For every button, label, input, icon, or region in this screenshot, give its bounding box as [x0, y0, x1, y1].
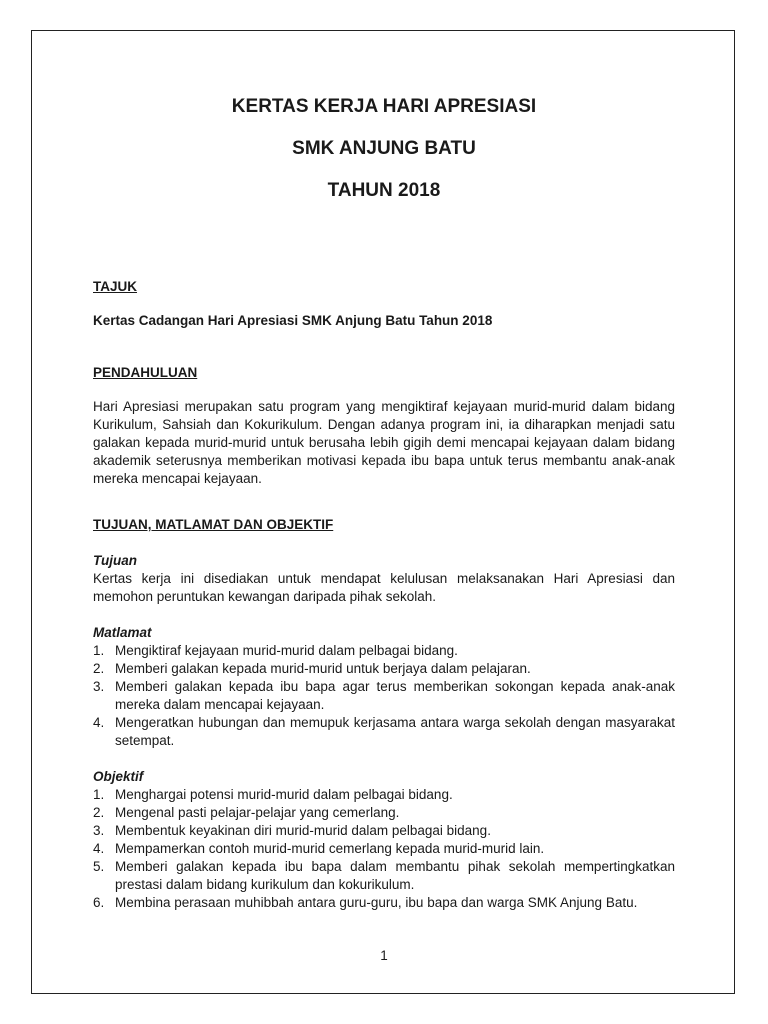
tajuk-text: Kertas Cadangan Hari Apresiasi SMK Anjung Batu Tahun 2018 — [93, 313, 493, 328]
matlamat-list — [93, 642, 675, 750]
list-item: 4. Mengeratkan hubungan dan memupuk kerjasama antara warga sekolah dengan masyarakat setempat. — [93, 715, 675, 748]
list-item: 3. Membentuk keyakinan diri murid-murid dalam pelbagai bidang. — [93, 823, 491, 838]
tujuan-text: Kertas kerja ini disediakan untuk mendapat kelulusan melaksanakan Hari Apresiasi dan memohon peruntukan kewangan daripada pihak sekolah. — [93, 571, 675, 604]
page-number: 1 — [380, 948, 388, 963]
document-title — [93, 96, 675, 202]
matlamat-heading: Matlamat — [93, 625, 152, 640]
objektif-list — [93, 786, 675, 912]
tajuk-heading: TAJUK — [93, 279, 138, 294]
title-line-3: TAHUN 2018 — [327, 180, 441, 201]
pendahuluan-heading: PENDAHULUAN — [93, 365, 198, 380]
list-item: 6. Membina perasaan muhibbah antara guru-guru, ibu bapa dan warga SMK Anjung Batu. — [93, 895, 638, 910]
title-line-1: KERTAS KERJA HARI APRESIASI — [231, 96, 537, 117]
title-line-2: SMK ANJUNG BATU — [292, 138, 476, 159]
list-item: 2. Mengenal pasti pelajar-pelajar yang cemerlang. — [93, 805, 400, 820]
list-item: 4. Mempamerkan contoh murid-murid cemerlang kepada murid-murid lain. — [93, 841, 545, 856]
list-item: 3. Memberi galakan kepada ibu bapa agar terus memberikan sokongan kepada anak-anak mereka dalam mencapai kejayaan. — [93, 679, 675, 712]
tujuan-heading: Tujuan — [93, 553, 138, 568]
list-item: 1. Mengiktiraf kejayaan murid-murid dalam pelbagai bidang. — [93, 643, 458, 658]
document-content — [93, 96, 675, 912]
pendahuluan-text: Hari Apresiasi merupakan satu program yang mengiktiraf kejayaan murid-murid dalam bidang Kurikulum, Sahsiah dan Kokurikulum. Dengan adanya program ini, ia diharapkan menjadi satu galakan kepada murid-murid untuk berusaha lebih gigih demi mencapai kejayaan dalam bidang akademik seterusnya memberikan motivasi kepada ibu bapa untuk terus membantu anak-anak mereka mencapai kejayaan. — [93, 399, 675, 486]
list-item: 2. Memberi galakan kepada murid-murid untuk berjaya dalam pelajaran. — [93, 661, 531, 676]
list-item: 1. Menghargai potensi murid-murid dalam pelbagai bidang. — [93, 787, 453, 802]
objektif-heading: Objektif — [93, 769, 144, 784]
tujuan-section-heading: TUJUAN, MATLAMAT DAN OBJEKTIF — [93, 517, 334, 532]
list-item: 5. Memberi galakan kepada ibu bapa dalam membantu pihak sekolah mempertingkatkan prestasi dalam bidang kurikulum dan kokurikulum. — [93, 859, 675, 892]
